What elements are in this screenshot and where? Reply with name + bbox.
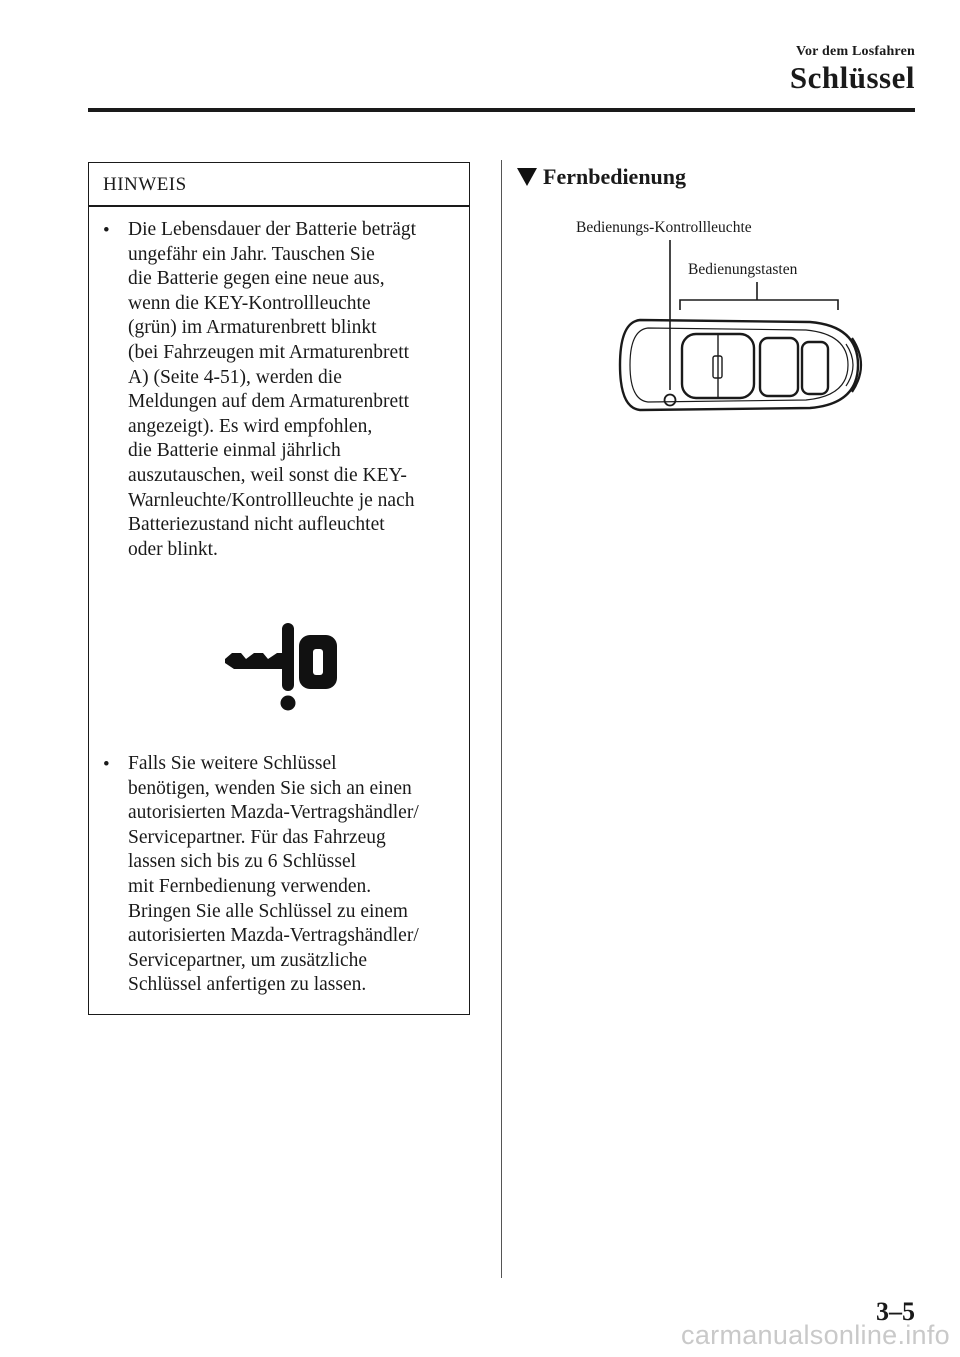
text-line: Batteriezustand nicht aufleuchtet xyxy=(128,514,385,536)
column-divider xyxy=(501,160,502,1278)
triangle-down-icon xyxy=(517,168,537,186)
button-panic xyxy=(802,342,828,394)
text-line: ungefähr ein Jahr. Tauschen Sie xyxy=(128,243,375,265)
text-line: autorisierten Mazda-Vertragshändler/ xyxy=(128,925,419,947)
bullet-2: • xyxy=(103,754,110,775)
remote-section-heading xyxy=(517,164,686,190)
remote-key-figure xyxy=(570,210,880,450)
header-section-title: Schlüssel xyxy=(789,60,915,95)
text-line: lassen sich bis zu 6 Schlüssel xyxy=(128,851,357,873)
header-chapter: Vor dem Losfahren xyxy=(795,44,915,59)
text-line: Die Lebensdauer der Batterie beträgt xyxy=(128,219,417,240)
text-line: Meldungen auf dem Armaturenbrett xyxy=(128,391,410,413)
text-line: angezeigt). Es wird empfohlen, xyxy=(128,415,373,437)
text-line: Servicepartner. Für das Fahrzeug xyxy=(128,826,386,848)
text-line: die Batterie einmal jährlich xyxy=(128,440,341,462)
button-trunk xyxy=(760,338,798,396)
text-line: die Batterie gegen eine neue aus, xyxy=(128,268,385,290)
text-line: A) (Seite 4-51), werden die xyxy=(128,366,342,388)
key-warning-icon xyxy=(225,623,341,711)
text-line: Warnleuchte/Kontrollleuchte je nach xyxy=(128,489,415,511)
watermark: carmanualsonline.info xyxy=(681,1320,950,1350)
text-line: Falls Sie weitere Schlüssel xyxy=(128,753,337,774)
note-paragraph-2 xyxy=(128,752,468,998)
note-title-rule xyxy=(88,205,470,207)
remote-heading-text: Fernbedienung xyxy=(543,164,687,189)
bullet-1: • xyxy=(103,220,110,241)
text-line: Schlüssel anfertigen zu lassen. xyxy=(128,974,367,996)
header-rule xyxy=(88,108,915,112)
page-number: 3–5 xyxy=(876,1297,915,1326)
text-line: (grün) im Armaturenbrett blinkt xyxy=(128,317,377,339)
text-line: Servicepartner, um zusätzliche xyxy=(128,949,368,971)
text-line: mit Fernbedienung verwenden. xyxy=(128,875,372,897)
text-line: wenn die KEY-Kontrollleuchte xyxy=(128,292,371,314)
leader-buttons-bracket xyxy=(680,300,838,310)
note-paragraph-1 xyxy=(128,218,468,562)
text-line: Bringen Sie alle Schlüssel zu einem xyxy=(128,900,408,922)
text-line: auszutauschen, weil sonst die KEY- xyxy=(128,464,407,486)
indicator-light xyxy=(665,395,676,406)
text-line: (bei Fahrzeugen mit Armaturenbrett xyxy=(128,341,410,363)
label-operation-buttons: Bedienungstasten xyxy=(688,261,798,278)
text-line: autorisierten Mazda-Vertragshändler/ xyxy=(128,802,419,824)
text-line: oder blinkt. xyxy=(128,538,218,560)
note-title: HINWEIS xyxy=(103,174,187,195)
label-indicator-light: Bedienungs-Kontrollleuchte xyxy=(576,219,752,236)
text-line: benötigen, wenden Sie sich an einen xyxy=(128,777,412,799)
